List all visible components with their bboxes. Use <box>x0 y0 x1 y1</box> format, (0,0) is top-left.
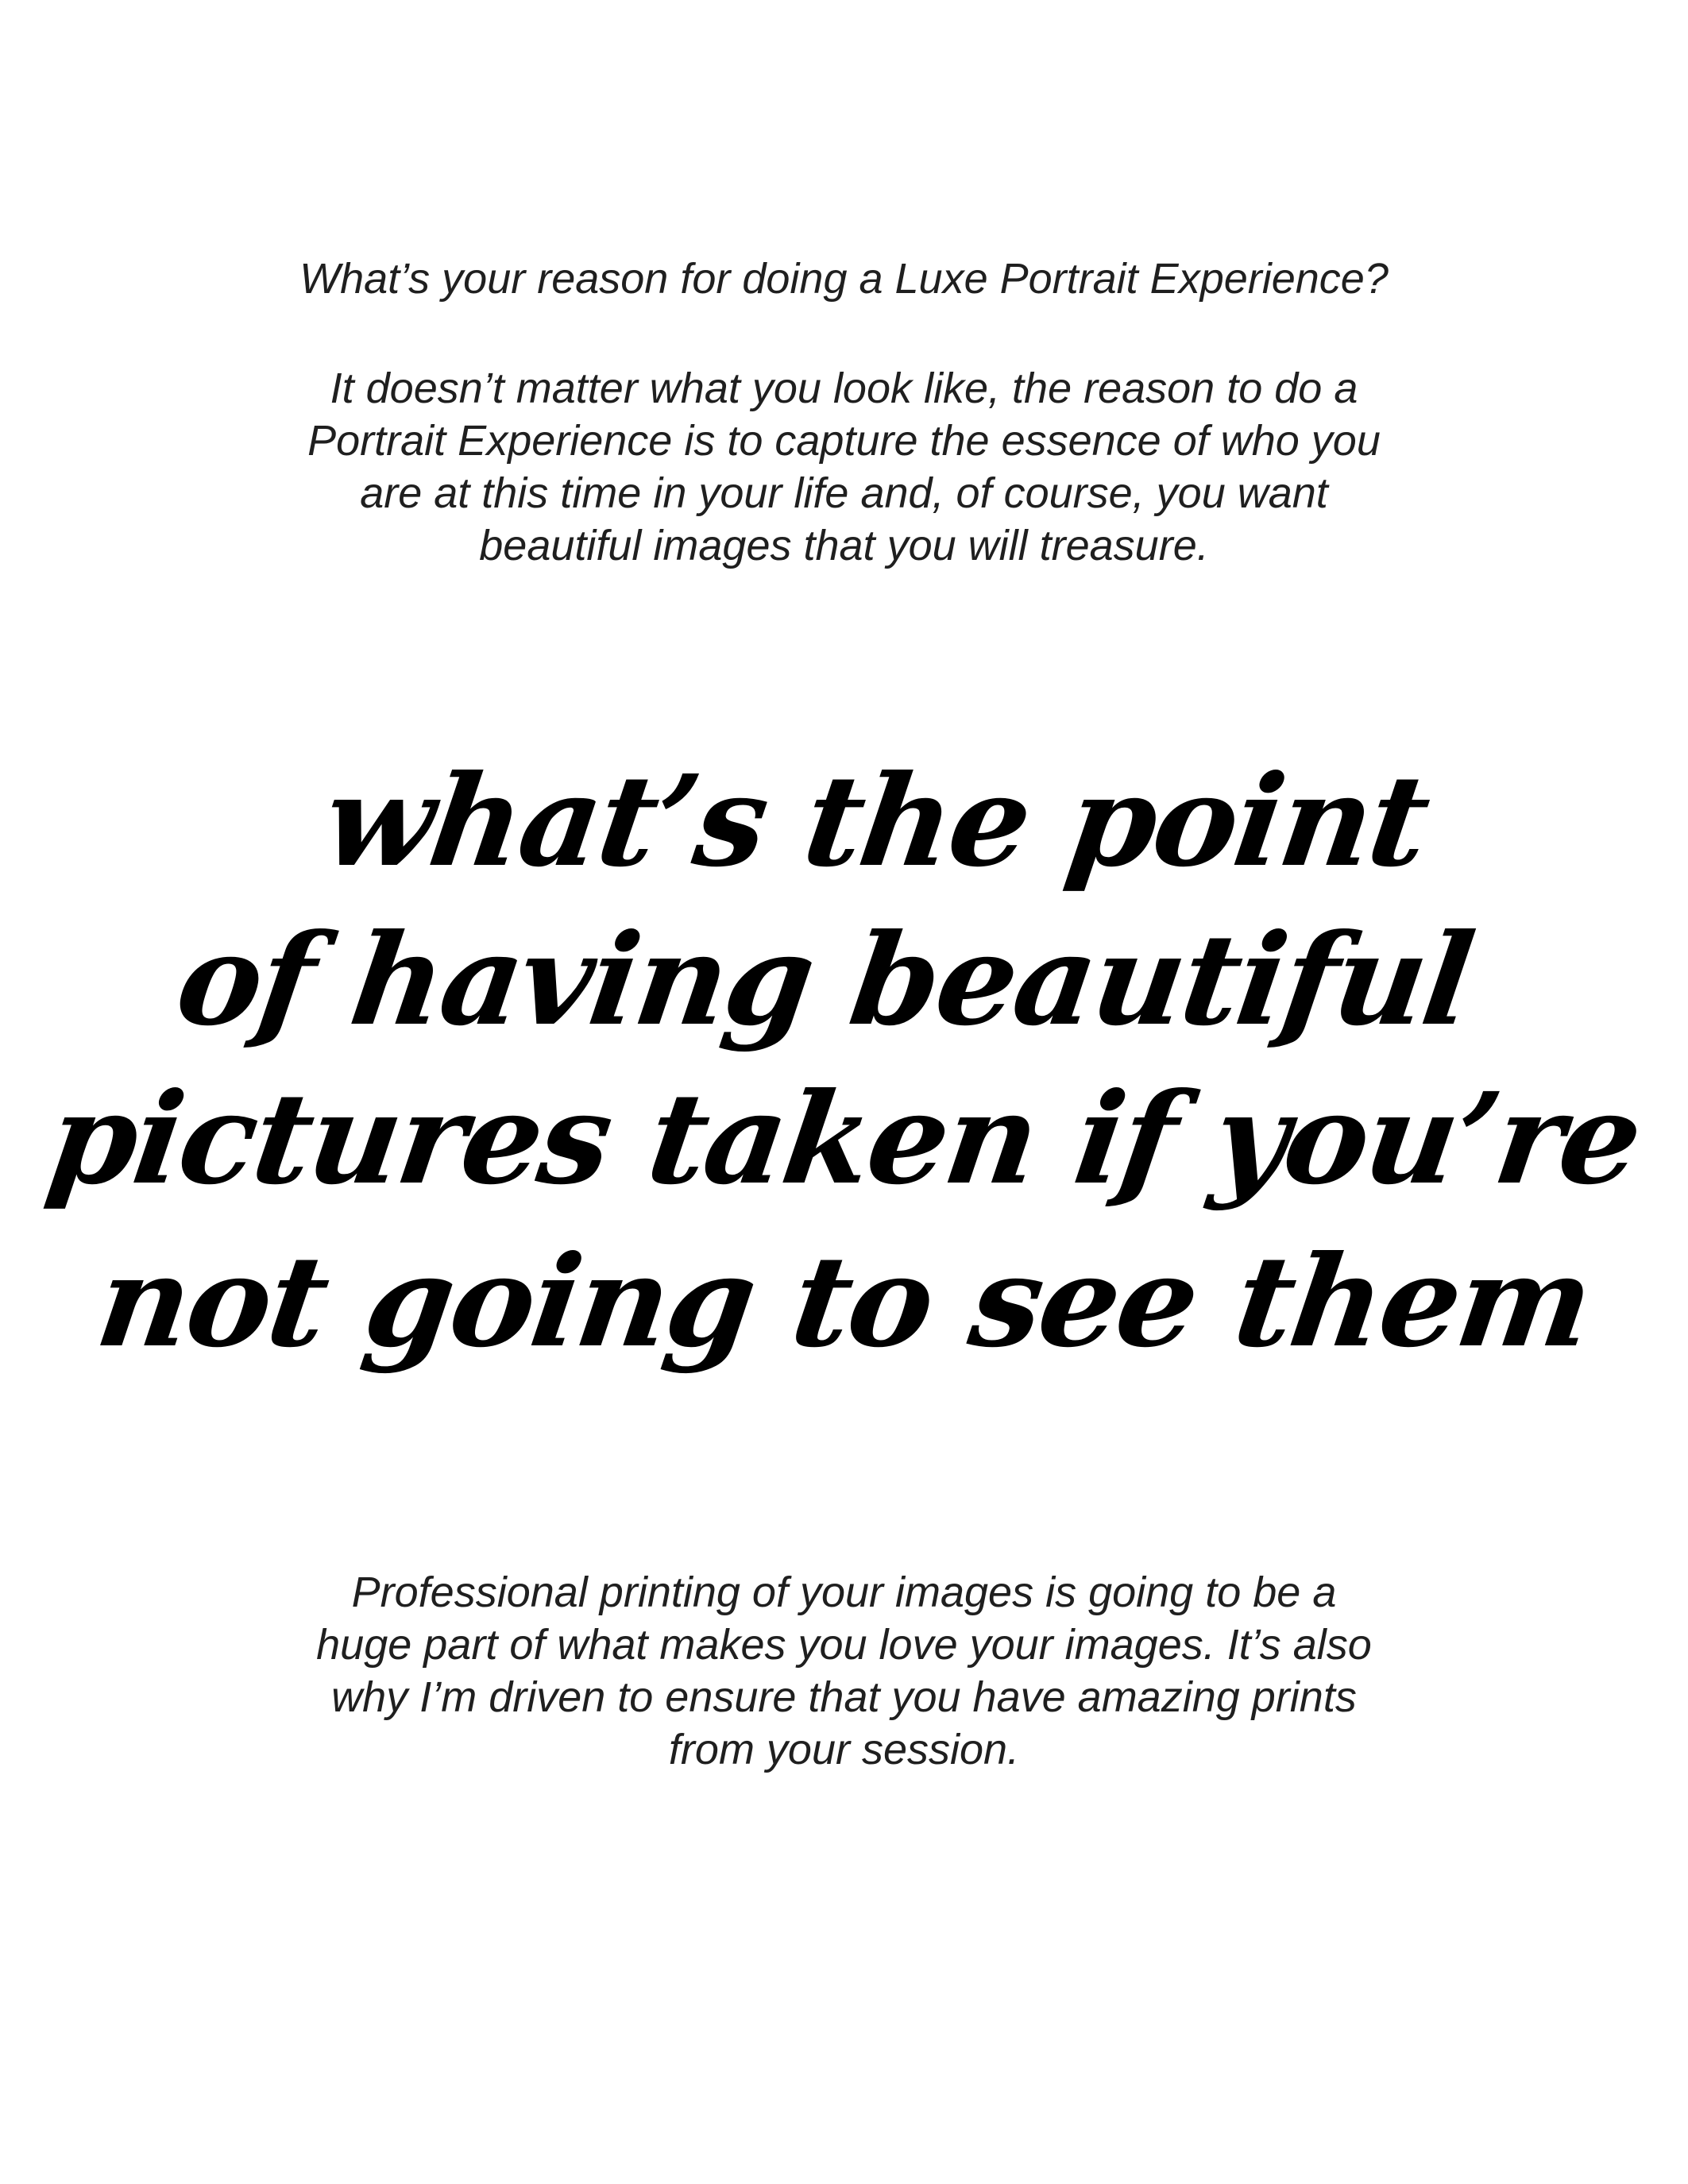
closing-line: huge part of what makes you love your images. It’s also <box>316 1621 1372 1669</box>
question-heading: What’s your reason for doing a Luxe Portrait Experience? <box>299 255 1389 303</box>
closing-line: Professional printing of your images is going to be a <box>351 1569 1337 1616</box>
intro-line: It doesn’t matter what you look like, the reason to do a <box>330 365 1358 412</box>
quote-line: of having beautiful <box>168 907 1481 1054</box>
quote-line: what’s the point <box>315 748 1436 895</box>
intro-paragraph <box>0 362 1688 572</box>
closing-paragraph <box>0 1566 1688 1776</box>
intro-line: Portrait Experience is to capture the essence of who you <box>307 417 1381 465</box>
intro-line: are at this time in your life and, of course, you want <box>360 469 1328 517</box>
quote-line: pictures taken if you’re <box>39 1066 1649 1213</box>
quote-line: not going to see them <box>88 1229 1600 1376</box>
closing-line: why I’m driven to ensure that you have amazing prints <box>331 1673 1357 1721</box>
closing-line: from your session. <box>668 1726 1020 1773</box>
intro-line: beautiful images that you will treasure. <box>479 522 1209 569</box>
